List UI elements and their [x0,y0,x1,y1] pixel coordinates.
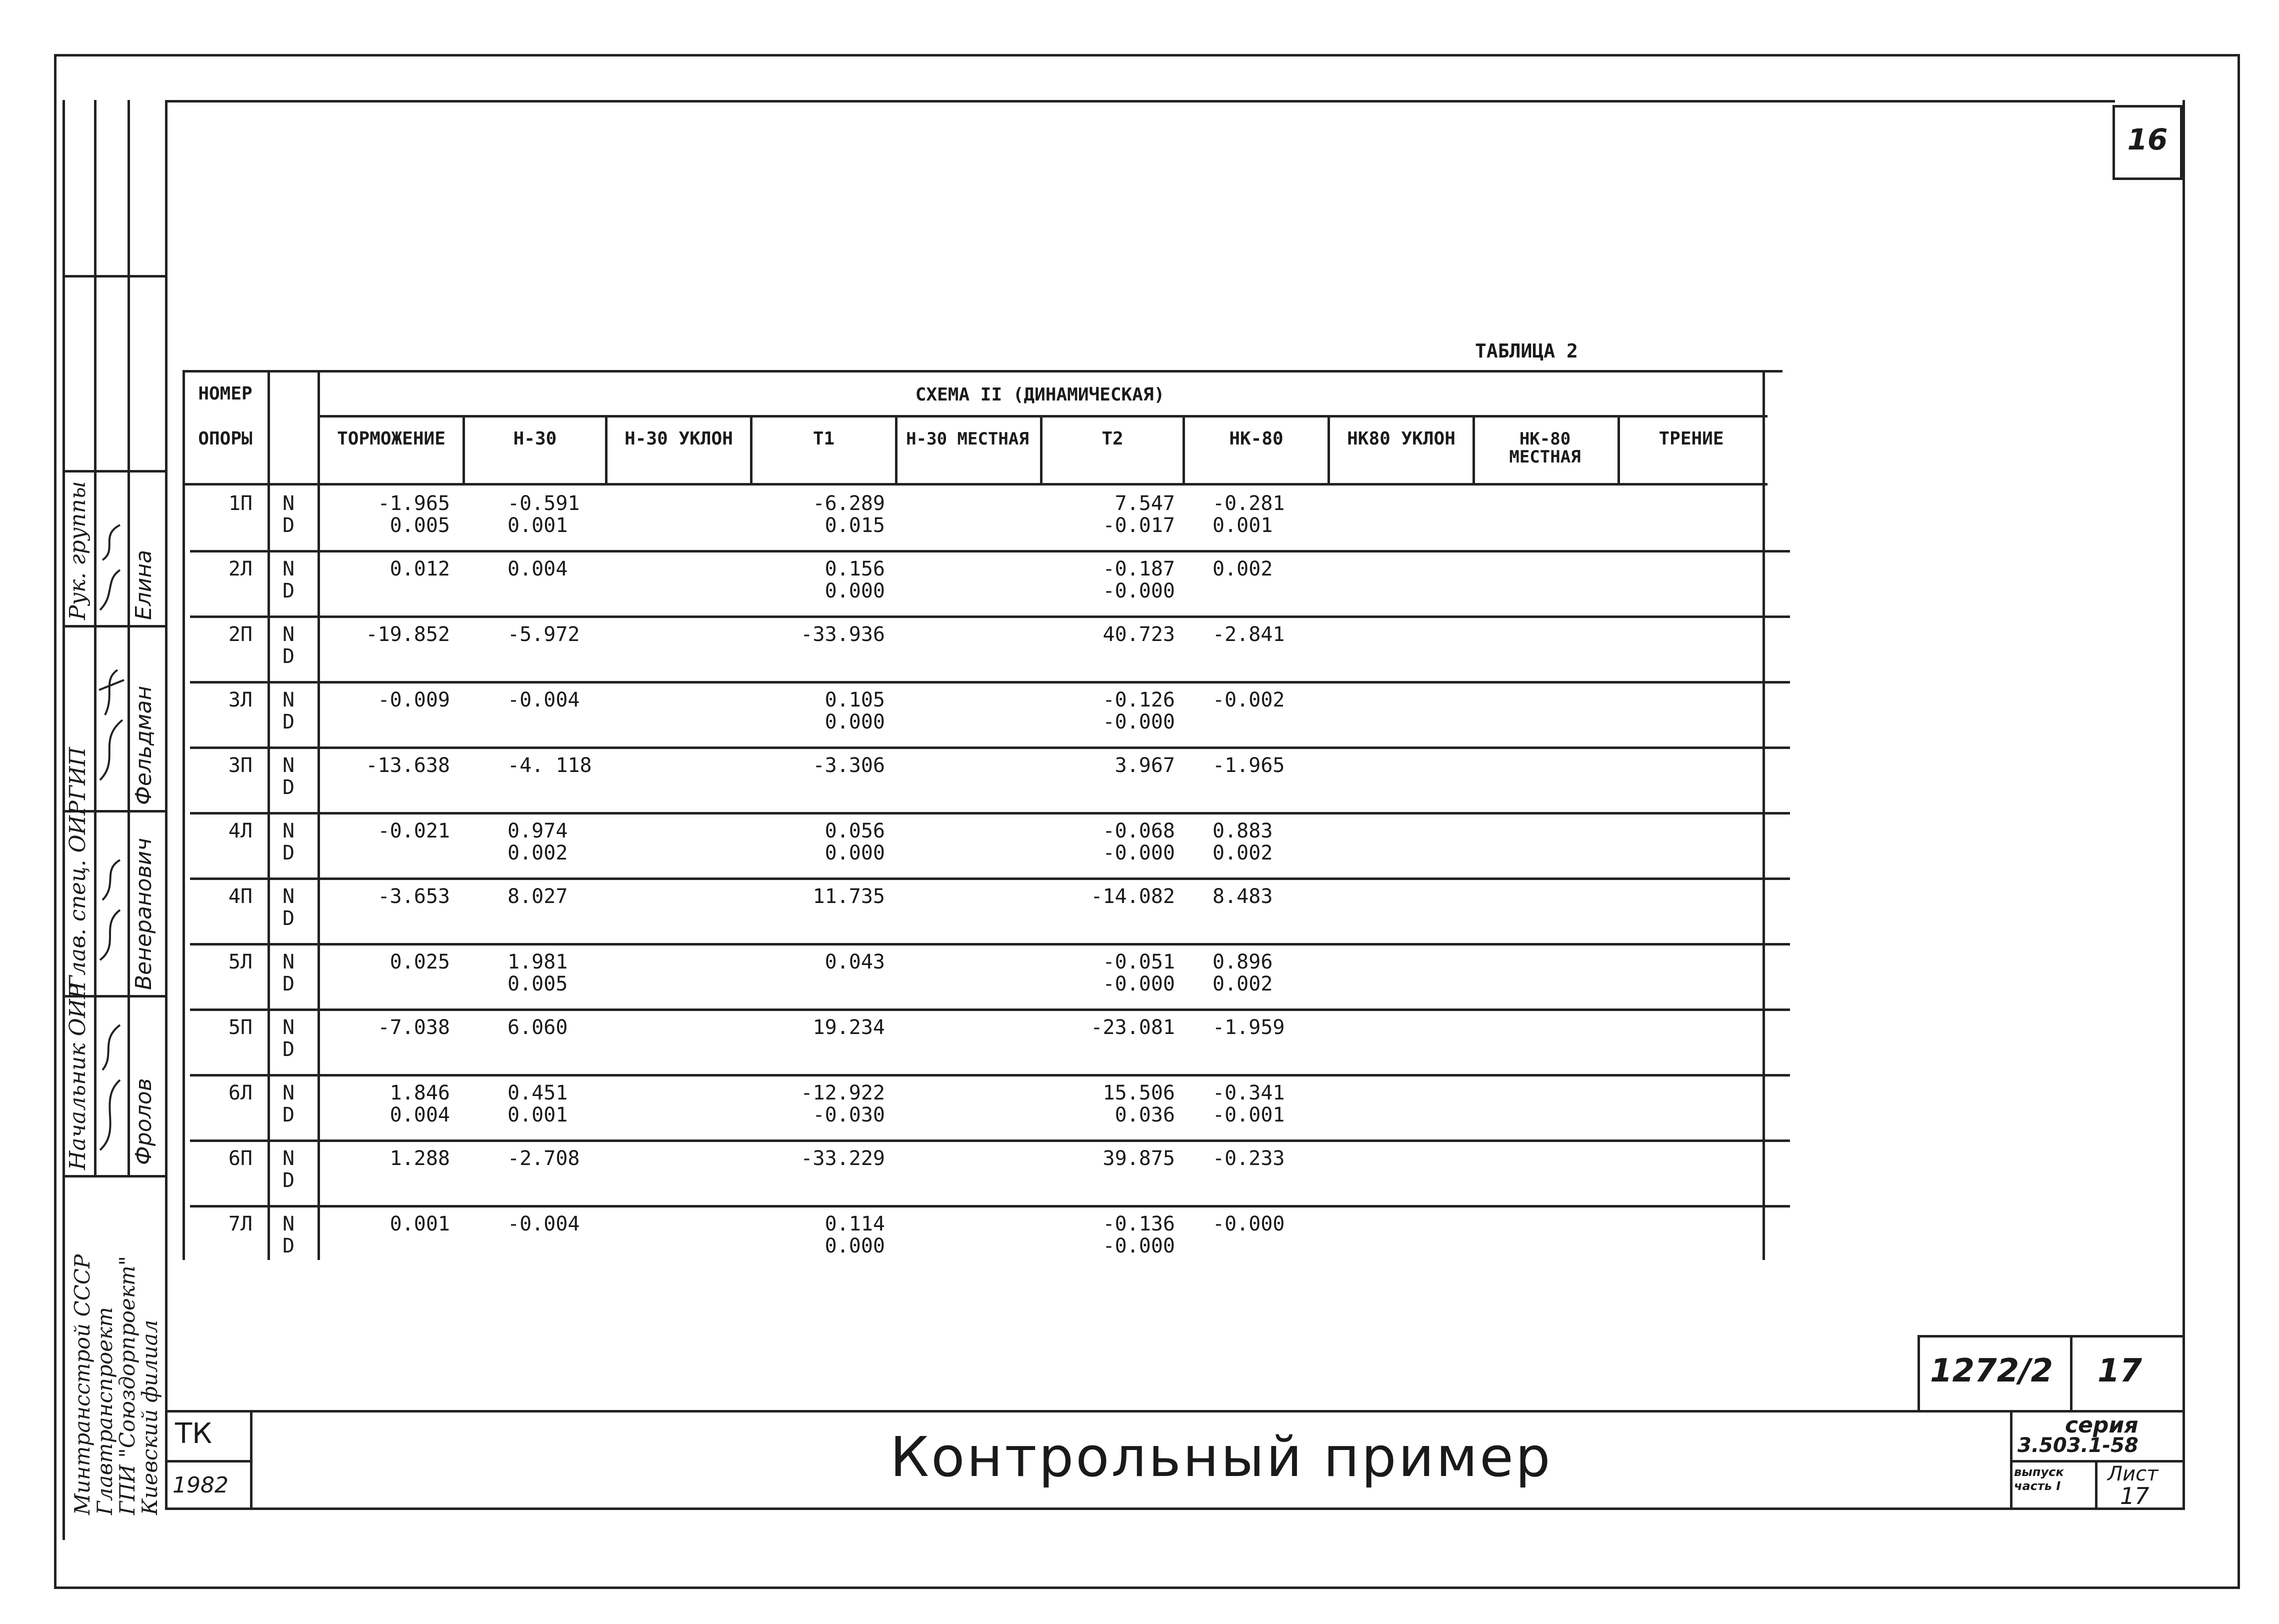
part-label: выпуск часть I [2014,1465,2064,1493]
table-rule [182,370,1782,372]
row-rule [190,1140,1790,1142]
stamp-name: Фролов [131,1078,156,1165]
cell-tormozhenie: 1.288 [390,1147,450,1170]
inner-frame-top [165,100,2115,102]
list-label: Лист [2108,1462,2158,1486]
cell-h30: -0.004 [508,1212,580,1236]
header-scheme: СХЕМА II (ДИНАМИЧЕСКАЯ) [915,384,1165,405]
cell-nk80: -0.002 [1212,688,1285,712]
cell-h30: -0.004 [508,688,580,712]
cell-nd: N D [282,950,295,996]
cell-t1: -12.922 -0.030 [800,1082,885,1126]
cell-nk80: 0.883 0.002 [1212,820,1273,864]
stamp-role: Начальник ОИР [65,984,90,1170]
cell-tormozhenie: 0.025 [390,950,450,974]
row-rule [190,1205,1790,1208]
stamp-name: Венеранович [131,838,156,990]
cell-nd: N D [282,1147,295,1192]
cell-t2: -0.068 -0.000 [1102,820,1175,864]
cell-h30: -0.591 0.001 [508,492,580,537]
signature-elina [100,525,120,610]
cell-support: 3П [228,754,252,777]
doc-box-rule [2070,1335,2072,1412]
header-col: ТОРМОЖЕНИЕ [337,428,446,449]
row-rule [190,1074,1790,1076]
stamp-line [128,100,130,1175]
cell-tormozhenie: 0.001 [390,1212,450,1236]
cell-t1: 11.735 [812,885,885,908]
cell-t2: 3.967 [1114,754,1175,777]
cell-support: 6П [228,1147,252,1170]
header-col: НК-80 [1229,428,1284,449]
cell-h30: 0.451 0.001 [508,1082,568,1126]
cell-nd: N D [282,688,295,734]
table-rule [182,483,1768,486]
header-support-1: НОМЕР [198,384,252,404]
cell-support: 7Л [228,1212,252,1236]
cell-nk80: 0.002 [1212,558,1273,580]
row-rule [190,681,1790,684]
header-col: Н-30 УКЛОН [624,428,733,449]
stamp-name: Елина [131,550,156,620]
header-col: Т1 [812,428,835,449]
cell-nd: N D [282,1212,295,1258]
corner-number: 16 [2127,122,2168,156]
signature-feldman [99,670,124,780]
cell-tormozhenie: -0.021 [378,820,450,842]
cell-tormozhenie: -3.653 [378,885,450,908]
series-label: серия [2065,1412,2138,1438]
cell-t1: -33.936 [800,623,885,646]
cell-t1: 0.156 0.000 [824,558,885,602]
cell-nd: N D [282,1082,295,1126]
table-vrule [182,370,185,1260]
cell-t2: -0.136 -0.000 [1102,1212,1175,1258]
table-vrule [1762,370,1765,1260]
cell-nk80: 8.483 [1212,885,1273,908]
cell-t1: -33.229 [800,1147,885,1170]
row-rule [190,878,1790,880]
cell-t1: -6.289 0.015 [812,492,885,537]
cell-t1: -3.306 [812,754,885,777]
cell-h30: 6.060 [508,1016,568,1039]
org-line: Главтранспроект [92,1307,117,1515]
org-line: ГПИ "Союздорпроект" [115,1256,140,1515]
cell-h30: -4. 118 [508,754,592,777]
footer-rule [250,1410,252,1510]
doc-box-rule [1918,1335,2185,1338]
stamp-role: Рук. группы [65,481,90,620]
cell-h30: 8.027 [508,885,568,908]
cell-nd: N D [282,820,295,864]
table-vrule [1182,415,1185,485]
table-vrule [1040,415,1042,485]
cell-nd: N D [282,623,295,668]
cell-h30: 1.981 0.005 [508,950,568,996]
table-vrule [1328,415,1330,485]
doc-number: 1272/2 [1930,1352,2054,1390]
stamp-line [62,1175,165,1178]
cell-tormozhenie: 0.012 [390,558,450,580]
cell-nk80: -1.965 [1212,754,1285,777]
footer-title: Контрольный пример [890,1425,1552,1489]
cell-t2: 15.506 0.036 [1102,1082,1175,1126]
header-col: Н-30 [513,428,557,449]
cell-nk80: -0.281 0.001 [1212,492,1285,537]
cell-support: 3Л [228,688,252,712]
stamp-role: ГИП [65,747,90,800]
cell-support: 5П [228,1016,252,1039]
cell-support: 4П [228,885,252,908]
header-col: Н-30 МЕСТНАЯ [906,429,1029,449]
cell-nd: N D [282,885,295,930]
cell-t2: 39.875 [1102,1147,1175,1170]
cell-nk80: 0.896 0.002 [1212,950,1273,996]
cell-nk80: -2.841 [1212,623,1285,646]
inner-frame-left [165,100,168,1510]
table-caption: ТАБЛИЦА 2 [1475,340,1578,362]
row-rule [190,616,1790,618]
cell-t1: 0.105 0.000 [824,688,885,734]
inner-frame [165,100,2185,1510]
cell-t2: 40.723 [1102,623,1175,646]
signature-veneranovich [100,860,120,960]
cell-tormozhenie: -1.965 0.005 [378,492,450,537]
footer-code-left: ТК [175,1418,212,1450]
table-rule [318,415,1768,418]
header-col: Т2 [1102,428,1124,449]
org-line: Киевский филиал [138,1320,162,1515]
cell-support: 4Л [228,820,252,842]
cell-tormozhenie: 1.846 0.004 [390,1082,450,1126]
cell-t2: -0.126 -0.000 [1102,688,1175,734]
table-vrule [268,370,270,1260]
cell-t2: -23.081 [1090,1016,1175,1039]
stamp-line [62,275,165,278]
cell-nd: N D [282,754,295,799]
org-line: Минтрансстрой СССР [70,1254,94,1515]
table-vrule [895,415,898,485]
stamp-line [62,470,165,472]
table-vrule [1618,415,1620,485]
cell-t2: 7.547 -0.017 [1102,492,1175,537]
cell-h30: 0.004 [508,558,568,580]
cell-t1: 0.114 0.000 [824,1212,885,1258]
footer-year: 1982 [172,1472,228,1498]
table-vrule [605,415,608,485]
cell-tormozhenie: -7.038 [378,1016,450,1039]
cell-support: 2П [228,623,252,646]
cell-t2: -0.051 -0.000 [1102,950,1175,996]
stamp-role: Глав. спец. ОИР [65,800,90,990]
footer-rule [165,1460,250,1462]
series-value: 3.503.1-58 [2018,1434,2138,1457]
cell-nk80: -0.000 [1212,1212,1285,1236]
row-rule [190,812,1790,814]
cell-t2: -14.082 [1090,885,1175,908]
cell-t1: 0.056 0.000 [824,820,885,864]
cell-h30: 0.974 0.002 [508,820,568,864]
table-vrule [462,415,465,485]
cell-support: 5Л [228,950,252,974]
cell-nk80: -0.233 [1212,1147,1285,1170]
cell-t2: -0.187 -0.000 [1102,558,1175,602]
header-support-2: ОПОРЫ [198,428,252,449]
cell-support: 6Л [228,1082,252,1104]
row-rule [190,943,1790,946]
list-value: 17 [2120,1482,2150,1510]
signature-frolov [100,1025,120,1150]
header-col: НК80 УКЛОН [1347,428,1456,449]
table-vrule [750,415,752,485]
cell-tormozhenie: -13.638 [366,754,450,777]
cell-tormozhenie: -19.852 [366,623,450,646]
cell-nd: N D [282,492,295,537]
header-col: ТРЕНИЕ [1658,428,1724,449]
doc-box-rule [1918,1335,1920,1412]
cell-support: 2Л [228,558,252,580]
cell-t1: 0.043 [824,950,885,974]
doc-sheet: 17 [2098,1352,2142,1390]
cell-support: 1П [228,492,252,515]
cell-h30: -5.972 [508,623,580,646]
row-rule [190,1008,1790,1011]
cell-nk80: -1.959 [1212,1016,1285,1039]
series-box-rule [2095,1460,2098,1510]
series-box-rule [2010,1460,2185,1462]
cell-nd: N D [282,1016,295,1061]
table-vrule [1472,415,1475,485]
cell-tormozhenie: -0.009 [378,688,450,712]
footer-rule [165,1410,2185,1412]
cell-nk80: -0.341 -0.001 [1212,1082,1285,1126]
row-rule [190,550,1790,552]
header-col: НК-80 МЕСТНАЯ [1509,429,1581,467]
signature-marks [95,480,128,1170]
cell-nd: N D [282,558,295,602]
row-rule [190,746,1790,749]
cell-t1: 19.234 [812,1016,885,1039]
stamp-name: Фельдман [131,686,156,805]
cell-h30: -2.708 [508,1147,580,1170]
